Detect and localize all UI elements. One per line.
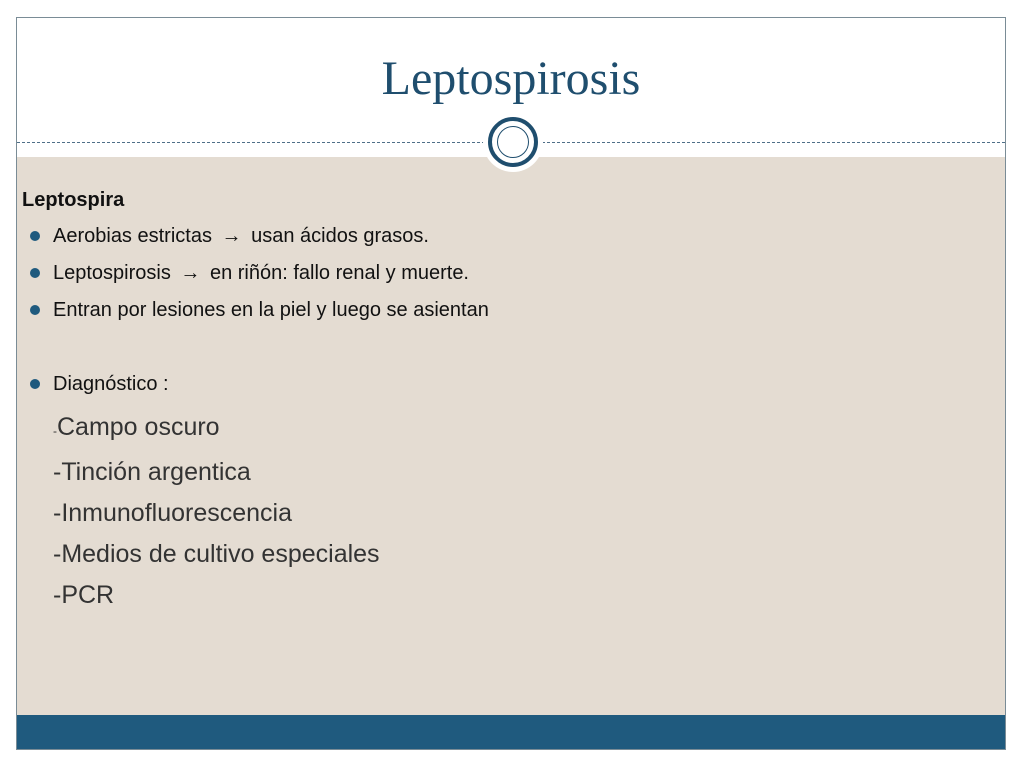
bullet-item [22,296,962,324]
footer-bar [17,715,1005,749]
diagnostic-item [53,407,962,452]
slide-body [22,186,962,616]
bullet-text: Entran por lesiones en la piel y luego se asientan [53,299,489,321]
bullet-text: Diagnóstico : [53,373,169,395]
bullet-dot-icon [30,231,40,241]
slide-title: Leptospirosis [381,52,641,105]
bullet-spacer [22,333,962,361]
arrow-right-icon: → [221,225,242,247]
bullet-dot-icon [30,305,40,315]
diagnostic-item: -Inmunofluorescencia [53,499,293,527]
diagnostic-item: -Tinción argentica [53,458,251,486]
bullet-item [22,259,962,287]
diagnostic-item: -PCR [53,581,115,609]
diagnostic-item: -Medios de cultivo especiales [53,540,380,568]
bullet-dot-icon [30,268,40,278]
ring-ornament-inner [497,126,529,158]
arrow-right-icon: → [180,262,201,284]
diagnostic-text: Campo oscuro [57,413,220,441]
bullet-text: Leptospirosis [53,262,171,284]
bullet-text: en riñón: fallo renal y muerte. [209,262,469,284]
diagnostic-dash: - [53,424,57,438]
bullet-text: usan ácidos grasos. [251,225,429,247]
bullet-dot-icon [30,379,40,389]
section-heading: Leptospira [22,189,125,211]
bullet-list [22,222,962,398]
diagnostic-list [22,407,962,616]
bullet-item [22,370,962,398]
bullet-text: Aerobias estrictas [53,225,212,247]
bullet-item [22,222,962,250]
